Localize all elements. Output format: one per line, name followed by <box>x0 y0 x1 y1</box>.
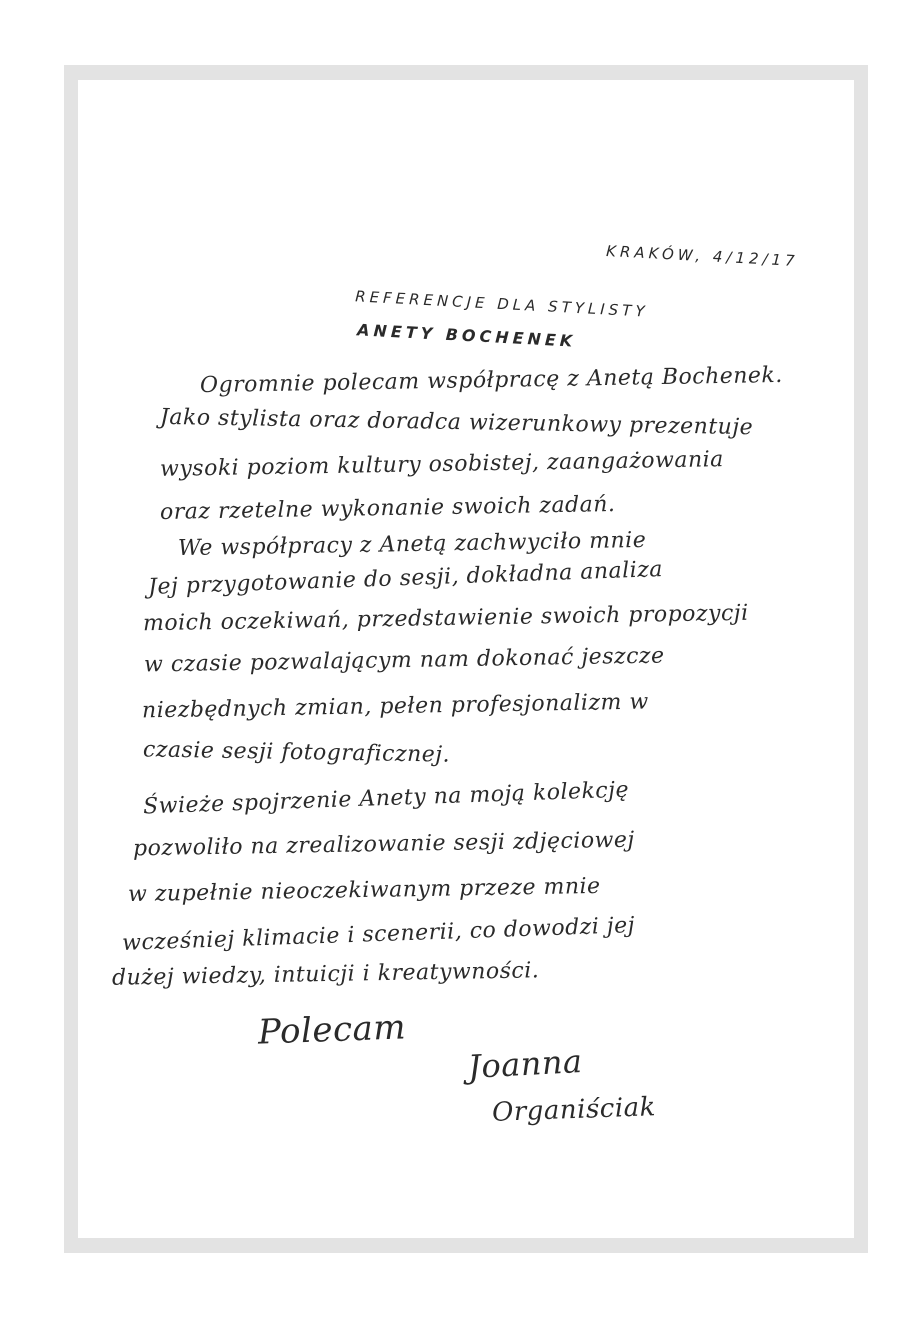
signature-first-name: Joanna <box>467 1042 584 1086</box>
signature-last-name: Organiściak <box>491 1092 657 1128</box>
letter-line: czasie sesji fotograficznej. <box>142 737 451 768</box>
letter-line: Świeże spojrzenie Anety na moją kolekcję <box>142 777 630 820</box>
place-date: KRAKÓW, 4/12/17 <box>605 241 800 271</box>
letter-line: wysoki poziom kultury osobistej, zaangażowania <box>159 447 725 482</box>
letter-line: Jej przygotowanie do sesji, dokładna analiza <box>147 557 664 600</box>
letter-line: dużej wiedzy, intuicji i kreatywności. <box>111 958 540 991</box>
letter-line: Jako stylista oraz doradca wizerunkowy prezentuje <box>159 404 754 441</box>
letter-title-line-2: ANETY BOCHENEK <box>356 320 577 351</box>
letter-line: niezbędnych zmian, pełen profesjonalizm w <box>141 689 649 724</box>
closing-polecam: Polecam <box>257 1007 407 1053</box>
letter-line: moich oczekiwań, przedstawienie swoich propozycji <box>142 600 749 637</box>
letter-line: We współpracy z Anetą zachwyciło mnie <box>177 527 647 562</box>
letter-line: Ogromnie polecam współpracę z Anetą Bochenek. <box>199 362 783 399</box>
letter-line: pozwoliło na zrealizowanie sesji zdjęciowej <box>132 827 635 862</box>
letter-line: w czasie pozwalającym nam dokonać jeszcze <box>143 643 665 678</box>
letter-line: w zupełnie nieoczekiwanym przeze mnie <box>127 873 601 908</box>
letter-title-line-1: REFERENCJE DLA STYLISTY <box>354 287 649 321</box>
letter-line: oraz rzetelne wykonanie swoich zadań. <box>159 492 616 525</box>
letter-line: wcześniej klimacie i scenerii, co dowodzi jej <box>121 913 636 956</box>
